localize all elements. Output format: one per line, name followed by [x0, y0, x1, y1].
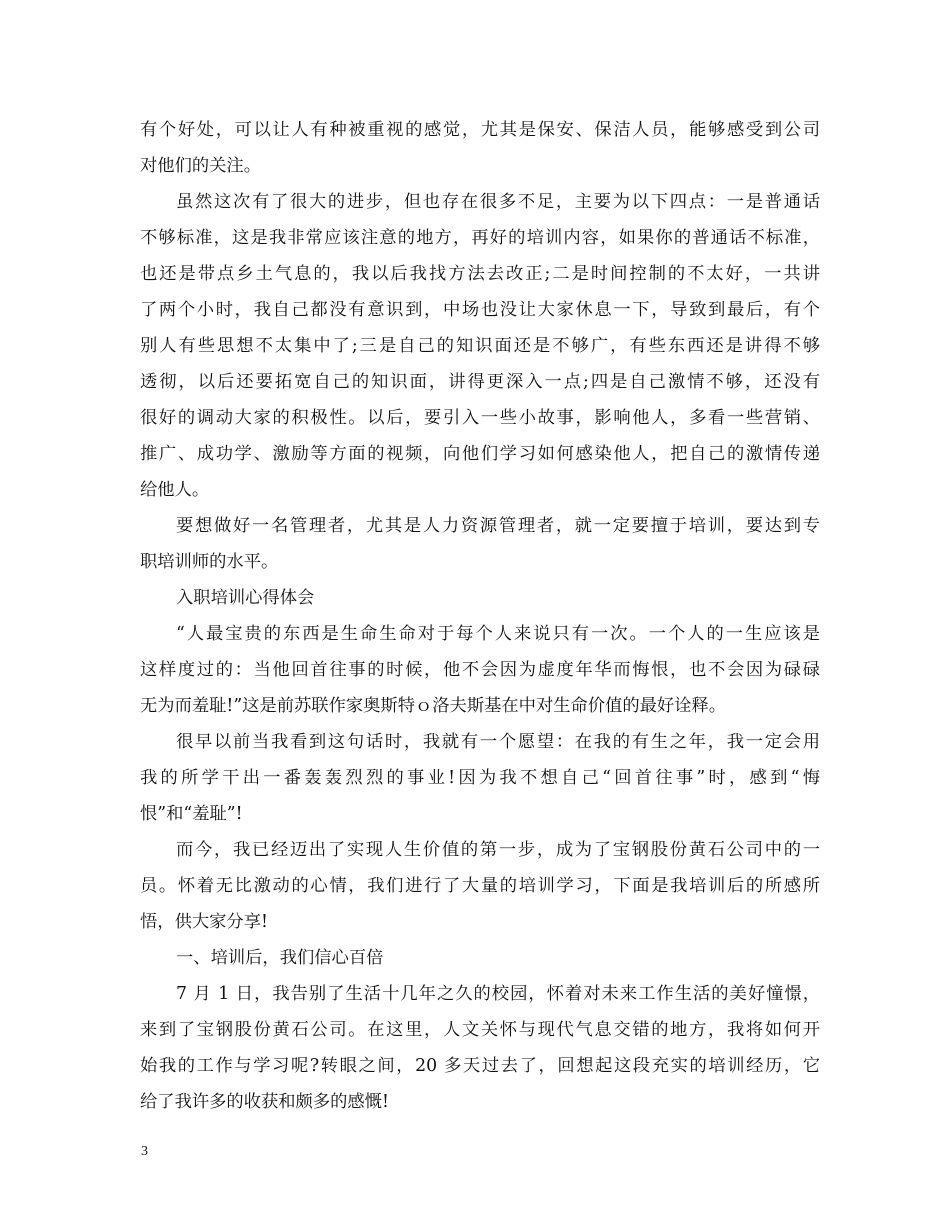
text-line: 我的所学干出一番轰轰烈烈的事业!因为我不想自己“回首往事”时，感到“悔	[140, 768, 820, 788]
text-line: 很早以前当我看到这句话时，我就有一个愿望：在我的有生之年，我一定会用	[176, 732, 820, 752]
text-line: 这样度过的：当他回首往事的时候，他不会因为虚度年华而悔恨，也不会因为碌碌	[140, 660, 820, 680]
text-line: 悟，供大家分享!	[140, 912, 268, 932]
text-line: 对他们的关注。	[140, 156, 261, 176]
text-line: 给他人。	[140, 480, 210, 500]
text-line: 无为而羞耻!”这是前苏联作家奥斯特ｏ洛夫斯基在中对生命价值的最好诠释。	[140, 696, 727, 716]
text-line: 员。怀着无比激动的心情，我们进行了大量的培训学习，下面是我培训后的所感所	[140, 876, 820, 896]
text-line: 有个好处，可以让人有种被重视的感觉，尤其是保安、保洁人员，能够感受到公司	[140, 120, 820, 140]
text-line: 始我的工作与学习呢?转眼之间，20 多天过去了，回想起这段充实的培训经历，它	[140, 1056, 820, 1076]
page-number: 3	[141, 1144, 148, 1159]
text-line: 推广、成功学、激励等方面的视频，向他们学习如何感染他人，把自己的激情传递	[140, 444, 820, 464]
text-line: 恨”和“羞耻”!	[140, 804, 243, 824]
text-line: “人最宝贵的东西是生命生命对于每个人来说只有一次。一个人的一生应该是	[176, 624, 820, 644]
text-line: 而今，我已经迈出了实现人生价值的第一步，成为了宝钢股份黄石公司中的一	[176, 840, 820, 860]
text-line: 不够标准，这是我非常应该注意的地方，再好的培训内容，如果你的普通话不标准，	[140, 228, 820, 248]
text-line: 了两个小时，我自己都没有意识到，中场也没让大家休息一下，导致到最后，有个	[140, 300, 820, 320]
text-line: 也还是带点乡土气息的，我以后我找方法去改正;二是时间控制的不太好，一共讲	[140, 264, 820, 284]
text-line: 要想做好一名管理者，尤其是人力资源管理者，就一定要擅于培训，要达到专	[176, 516, 820, 536]
text-line: 7 月 1 日，我告别了生活十几年之久的校园，怀着对未来工作生活的美好憧憬，	[176, 984, 820, 1004]
text-line: 来到了宝钢股份黄石公司。在这里，人文关怀与现代气息交错的地方，我将如何开	[140, 1020, 820, 1040]
text-line: 别人有些思想不太集中了;三是自己的知识面还是不够广，有些东西还是讲得不够	[140, 336, 820, 356]
text-line: 职培训师的水平。	[140, 552, 279, 572]
text-line: 透彻，以后还要拓宽自己的知识面，讲得更深入一点;四是自己激情不够，还没有	[140, 372, 820, 392]
text-line: 虽然这次有了很大的进步，但也存在很多不足，主要为以下四点：一是普通话	[176, 192, 820, 212]
section-heading: 一、培训后，我们信心百倍	[176, 948, 384, 968]
text-line: 很好的调动大家的积极性。以后，要引入一些小故事，影响他人，多看一些营销、	[140, 408, 820, 428]
text-line: 给了我许多的收获和颇多的感慨!	[140, 1092, 389, 1112]
section-heading: 入职培训心得体会	[176, 588, 315, 608]
